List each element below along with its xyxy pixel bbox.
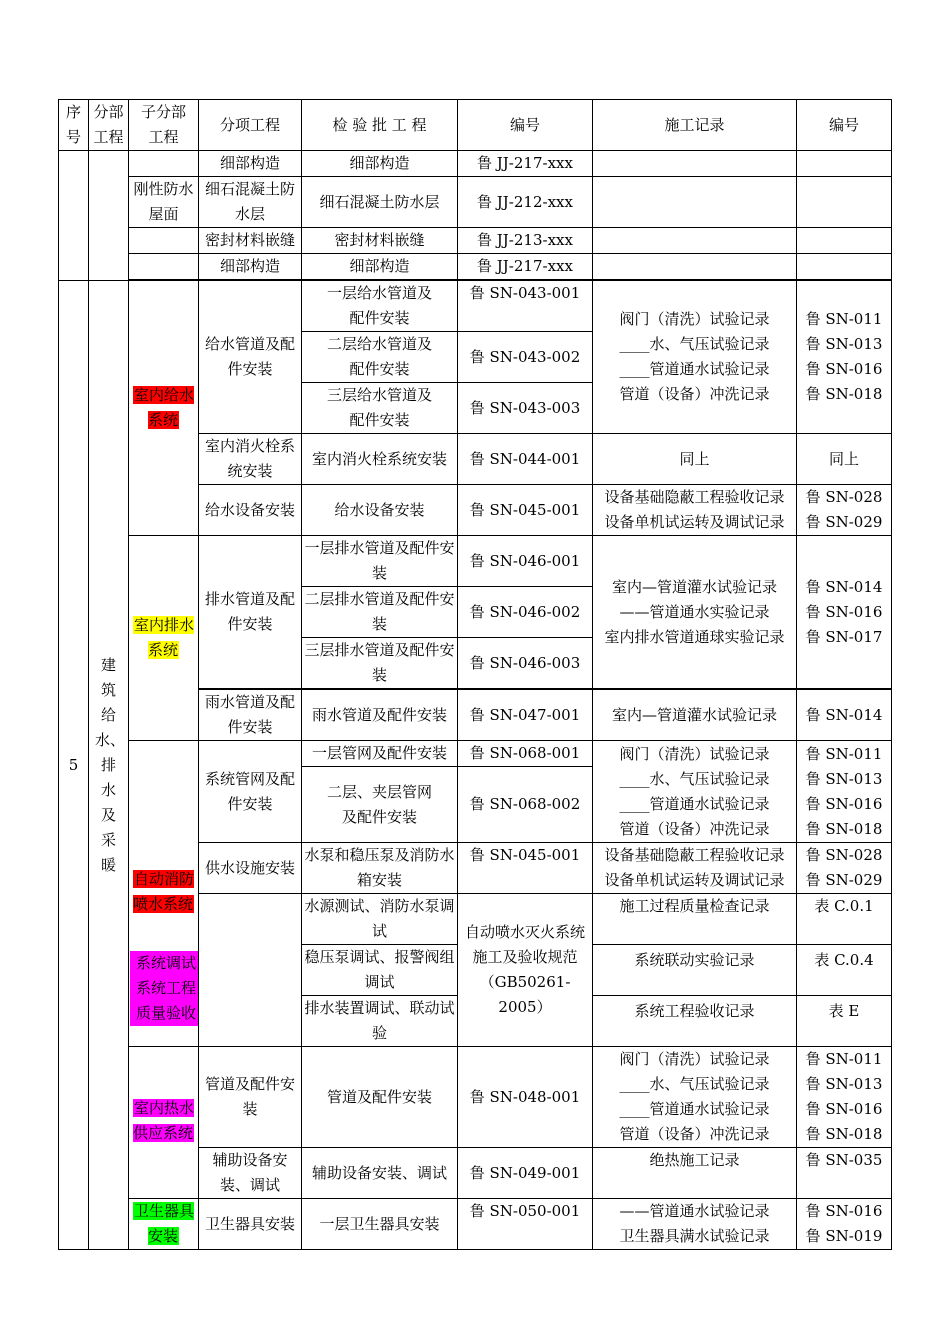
table-row <box>59 1047 892 1148</box>
batch-cell: 一层管网及配件安装 <box>302 741 458 767</box>
record-cell: 同上 <box>593 434 797 485</box>
batch-cell: 稳压泵调试、报警阀组调试 <box>302 945 458 996</box>
record-cell <box>593 741 797 843</box>
batch-cell: 细石混凝土防水层 <box>302 177 458 228</box>
header-row <box>59 100 892 151</box>
code-cell: 鲁 JJ-217-xxx <box>458 254 593 280</box>
record-code-line: 鲁 SN-018 <box>805 819 883 838</box>
record-line: ____管道通水试验记录 <box>619 360 770 378</box>
record-code-line: 鲁 SN-016 <box>805 1202 883 1220</box>
subdivision-label: 自动消防喷水系统 <box>132 870 194 913</box>
subdivision-drainage <box>129 536 199 741</box>
code-cell: 鲁 JJ-212-xxx <box>458 177 593 228</box>
record-cell <box>593 843 797 894</box>
table-row <box>59 177 892 228</box>
header-subdivision: 子分部工程 <box>129 100 199 151</box>
record-code-cell <box>797 843 892 894</box>
table-row <box>59 741 892 767</box>
record-code-cell: 鲁 SN-035 <box>797 1148 892 1199</box>
code-cell: 鲁 SN-045-001 <box>458 843 593 894</box>
record-code-line: 鲁 SN-018 <box>805 385 883 403</box>
subdivision-cell: 刚性防水屋面 <box>129 177 199 228</box>
record-code-line: 鲁 SN-019 <box>805 1227 883 1245</box>
record-line: 室内—管道灌水试验记录 <box>611 577 777 596</box>
record-cell: 系统工程验收记录 <box>593 996 797 1047</box>
record-line: 设备基础隐蔽工程验收记录 <box>604 846 785 864</box>
batch-cell: 水源测试、消防水泵调试 <box>302 894 458 945</box>
code-cell: 鲁 SN-050-001 <box>458 1199 593 1250</box>
item-cell: 给水管道及配件安装 <box>199 281 302 434</box>
record-line: ____水、气压试验记录 <box>619 769 770 788</box>
code-cell: 鲁 SN-048-001 <box>458 1047 593 1148</box>
record-code-line: 鲁 SN-011 <box>805 310 883 328</box>
record-code-line: 鲁 SN-029 <box>805 871 883 889</box>
code-cell: 鲁 SN-068-002 <box>458 767 593 843</box>
batch-cell: 一层卫生器具安装 <box>302 1199 458 1250</box>
record-line: 卫生器具满水试验记录 <box>619 1227 770 1245</box>
subdivision-cell-empty <box>129 228 199 254</box>
record-line: 设备单机试运转及调试记录 <box>604 513 785 531</box>
record-line: 室内排水管道通球实验记录 <box>604 627 785 646</box>
header-seq: 序号 <box>59 100 89 151</box>
subdivision-sanitary <box>129 1199 199 1250</box>
header-record: 施工记录 <box>593 100 797 151</box>
record-code-cell: 表 C.0.4 <box>797 945 892 996</box>
record-line: 管道（设备）冲洗记录 <box>619 819 770 838</box>
record-code-cell: 同上 <box>797 434 892 485</box>
batch-cell: 雨水管道及配件安装 <box>302 689 458 741</box>
header-code: 编号 <box>458 100 593 151</box>
record-code-line: 鲁 SN-013 <box>805 769 883 788</box>
item-cell: 细石混凝土防水层 <box>199 177 302 228</box>
subdivision-label: 室内热水供应系统 <box>132 1099 194 1142</box>
record-cell: 施工过程质量检查记录 <box>593 894 797 945</box>
code-cell: 鲁 JJ-213-xxx <box>458 228 593 254</box>
item-cell: 室内消火栓系统安装 <box>199 434 302 485</box>
code-cell: 鲁 SN-068-001 <box>458 741 593 767</box>
subdivision-hot-water <box>129 1047 199 1199</box>
record-code-cell <box>797 151 892 177</box>
record-code-cell: 鲁 SN-014 <box>797 689 892 741</box>
record-cell: 室内—管道灌水试验记录 <box>593 689 797 741</box>
batch-cell: 给水设备安装 <box>302 485 458 536</box>
seq-cell-empty <box>59 151 89 281</box>
record-code-cell <box>797 1199 892 1250</box>
record-code-line: 鲁 SN-013 <box>805 335 883 353</box>
item-cell: 细部构造 <box>199 151 302 177</box>
record-cell <box>593 536 797 690</box>
table-row <box>59 1199 892 1250</box>
item-cell: 细部构造 <box>199 254 302 280</box>
record-cell <box>593 1199 797 1250</box>
item-cell: 卫生器具安装 <box>199 1199 302 1250</box>
table-row <box>59 254 892 280</box>
record-cell <box>593 1047 797 1148</box>
batch-cell: 细部构造 <box>302 151 458 177</box>
record-code-line: 鲁 SN-029 <box>805 513 883 531</box>
record-code-cell <box>797 177 892 228</box>
record-code-line: 鲁 SN-011 <box>805 1050 883 1068</box>
subdivision-sprinkler <box>129 741 199 1047</box>
header-division: 分部工程 <box>89 100 129 151</box>
batch-cell: 三层给水管道及配件安装 <box>302 383 458 434</box>
record-code-line: 鲁 SN-028 <box>805 846 883 864</box>
batch-cell: 二层给水管道及配件安装 <box>302 332 458 383</box>
batch-cell: 水泵和稳压泵及消防水箱安装 <box>302 843 458 894</box>
code-cell: 鲁 SN-043-003 <box>458 383 593 434</box>
code-cell: 鲁 SN-049-001 <box>458 1148 593 1199</box>
item-cell: 辅助设备安装、调试 <box>199 1148 302 1199</box>
record-line: 设备单机试运转及调试记录 <box>604 871 785 889</box>
batch-cell: 排水装置调试、联动试验 <box>302 996 458 1047</box>
subdivision-label: 室内排水系统 <box>133 616 194 659</box>
record-cell <box>593 177 797 228</box>
code-cell: 鲁 SN-043-002 <box>458 332 593 383</box>
division-cell-empty <box>89 151 129 281</box>
batch-cell: 细部构造 <box>302 254 458 280</box>
item-cell: 密封材料嵌缝 <box>199 228 302 254</box>
header-batch: 检 验 批 工 程 <box>302 100 458 151</box>
record-cell <box>593 254 797 280</box>
table-row <box>59 228 892 254</box>
code-cell: 鲁 SN-043-001 <box>458 281 593 332</box>
item-cell: 系统管网及配件安装 <box>199 741 302 843</box>
header-record-code: 编号 <box>797 100 892 151</box>
record-code-cell: 表 E <box>797 996 892 1047</box>
record-cell <box>593 151 797 177</box>
record-line: 阀门（清洗）试验记录 <box>619 1050 770 1068</box>
record-line: ____水、气压试验记录 <box>619 1075 770 1093</box>
batch-cell: 密封材料嵌缝 <box>302 228 458 254</box>
record-code-cell <box>797 254 892 280</box>
record-line: ____管道通水试验记录 <box>619 1100 770 1118</box>
item-cell-empty <box>199 894 302 1047</box>
table-row <box>59 281 892 332</box>
batch-cell: 辅助设备安装、调试 <box>302 1148 458 1199</box>
record-line: 管道（设备）冲洗记录 <box>619 1125 770 1143</box>
item-cell: 雨水管道及配件安装 <box>199 689 302 741</box>
record-code-cell <box>797 281 892 434</box>
table-row <box>59 536 892 587</box>
record-cell <box>593 281 797 434</box>
record-code-line: 鲁 SN-014 <box>805 577 883 596</box>
table-row <box>59 151 892 177</box>
record-line: ____管道通水试验记录 <box>619 794 770 813</box>
record-code-cell <box>797 228 892 254</box>
record-code-line: 鲁 SN-016 <box>805 360 883 378</box>
record-line: ——管道通水试验记录 <box>619 1202 770 1220</box>
record-line: 管道（设备）冲洗记录 <box>619 385 770 403</box>
subdivision-label: 室内给水系统 <box>133 386 194 429</box>
record-code-cell: 表 C.0.1 <box>797 894 892 945</box>
item-cell: 供水设施安装 <box>199 843 302 894</box>
subdivision-cell-empty <box>129 151 199 177</box>
subdivision-water-supply <box>129 281 199 536</box>
record-line: 阀门（清洗）试验记录 <box>619 310 770 328</box>
debug-item-label: 系统调试系统工程质量验收 <box>130 951 199 1026</box>
record-cell: 绝热施工记录 <box>593 1148 797 1199</box>
code-cell: 鲁 SN-046-001 <box>458 536 593 587</box>
code-cell: 鲁 SN-046-003 <box>458 638 593 690</box>
record-line: 阀门（清洗）试验记录 <box>619 744 770 763</box>
code-cell: 鲁 SN-045-001 <box>458 485 593 536</box>
record-line: 设备基础隐蔽工程验收记录 <box>604 488 785 506</box>
batch-cell: 二层、夹层管网及配件安装 <box>302 767 458 843</box>
code-cell: 自动喷水灭火系统施工及验收规范（GB50261-2005） <box>458 894 593 1047</box>
record-code-line: 鲁 SN-018 <box>805 1125 883 1143</box>
record-line: ____水、气压试验记录 <box>619 335 770 353</box>
batch-cell: 三层排水管道及配件安装 <box>302 638 458 690</box>
record-code-line: 鲁 SN-016 <box>805 1100 883 1118</box>
record-code-line: 鲁 SN-017 <box>805 627 883 646</box>
record-code-line: 鲁 SN-011 <box>805 744 883 763</box>
record-code-line: 鲁 SN-028 <box>805 488 883 506</box>
construction-inspection-table <box>58 99 892 1250</box>
record-code-line: 鲁 SN-013 <box>805 1075 883 1093</box>
record-code-line: 鲁 SN-016 <box>805 794 883 813</box>
subdivision-cell-empty <box>129 254 199 280</box>
item-cell: 管道及配件安装 <box>199 1047 302 1148</box>
code-cell: 鲁 JJ-217-xxx <box>458 151 593 177</box>
code-cell: 鲁 SN-047-001 <box>458 689 593 741</box>
batch-cell: 室内消火栓系统安装 <box>302 434 458 485</box>
subdivision-label: 卫生器具安装 <box>133 1202 194 1245</box>
record-cell <box>593 228 797 254</box>
batch-cell: 一层给水管道及配件安装 <box>302 281 458 332</box>
record-code-cell <box>797 485 892 536</box>
code-cell: 鲁 SN-044-001 <box>458 434 593 485</box>
record-code-cell <box>797 1047 892 1148</box>
record-code-cell <box>797 741 892 843</box>
record-cell <box>593 485 797 536</box>
code-cell: 鲁 SN-046-002 <box>458 587 593 638</box>
item-cell: 给水设备安装 <box>199 485 302 536</box>
record-cell: 系统联动实验记录 <box>593 945 797 996</box>
seq-cell: 5 <box>59 281 89 1250</box>
division-cell: 建筑给水、排水及采暖 <box>89 281 129 1250</box>
item-cell: 排水管道及配件安装 <box>199 536 302 690</box>
header-item: 分项工程 <box>199 100 302 151</box>
record-code-cell <box>797 536 892 690</box>
batch-cell: 管道及配件安装 <box>302 1047 458 1148</box>
batch-cell: 二层排水管道及配件安装 <box>302 587 458 638</box>
batch-cell: 一层排水管道及配件安装 <box>302 536 458 587</box>
record-line: ——管道通水实验记录 <box>619 602 770 621</box>
record-code-line: 鲁 SN-016 <box>805 602 883 621</box>
